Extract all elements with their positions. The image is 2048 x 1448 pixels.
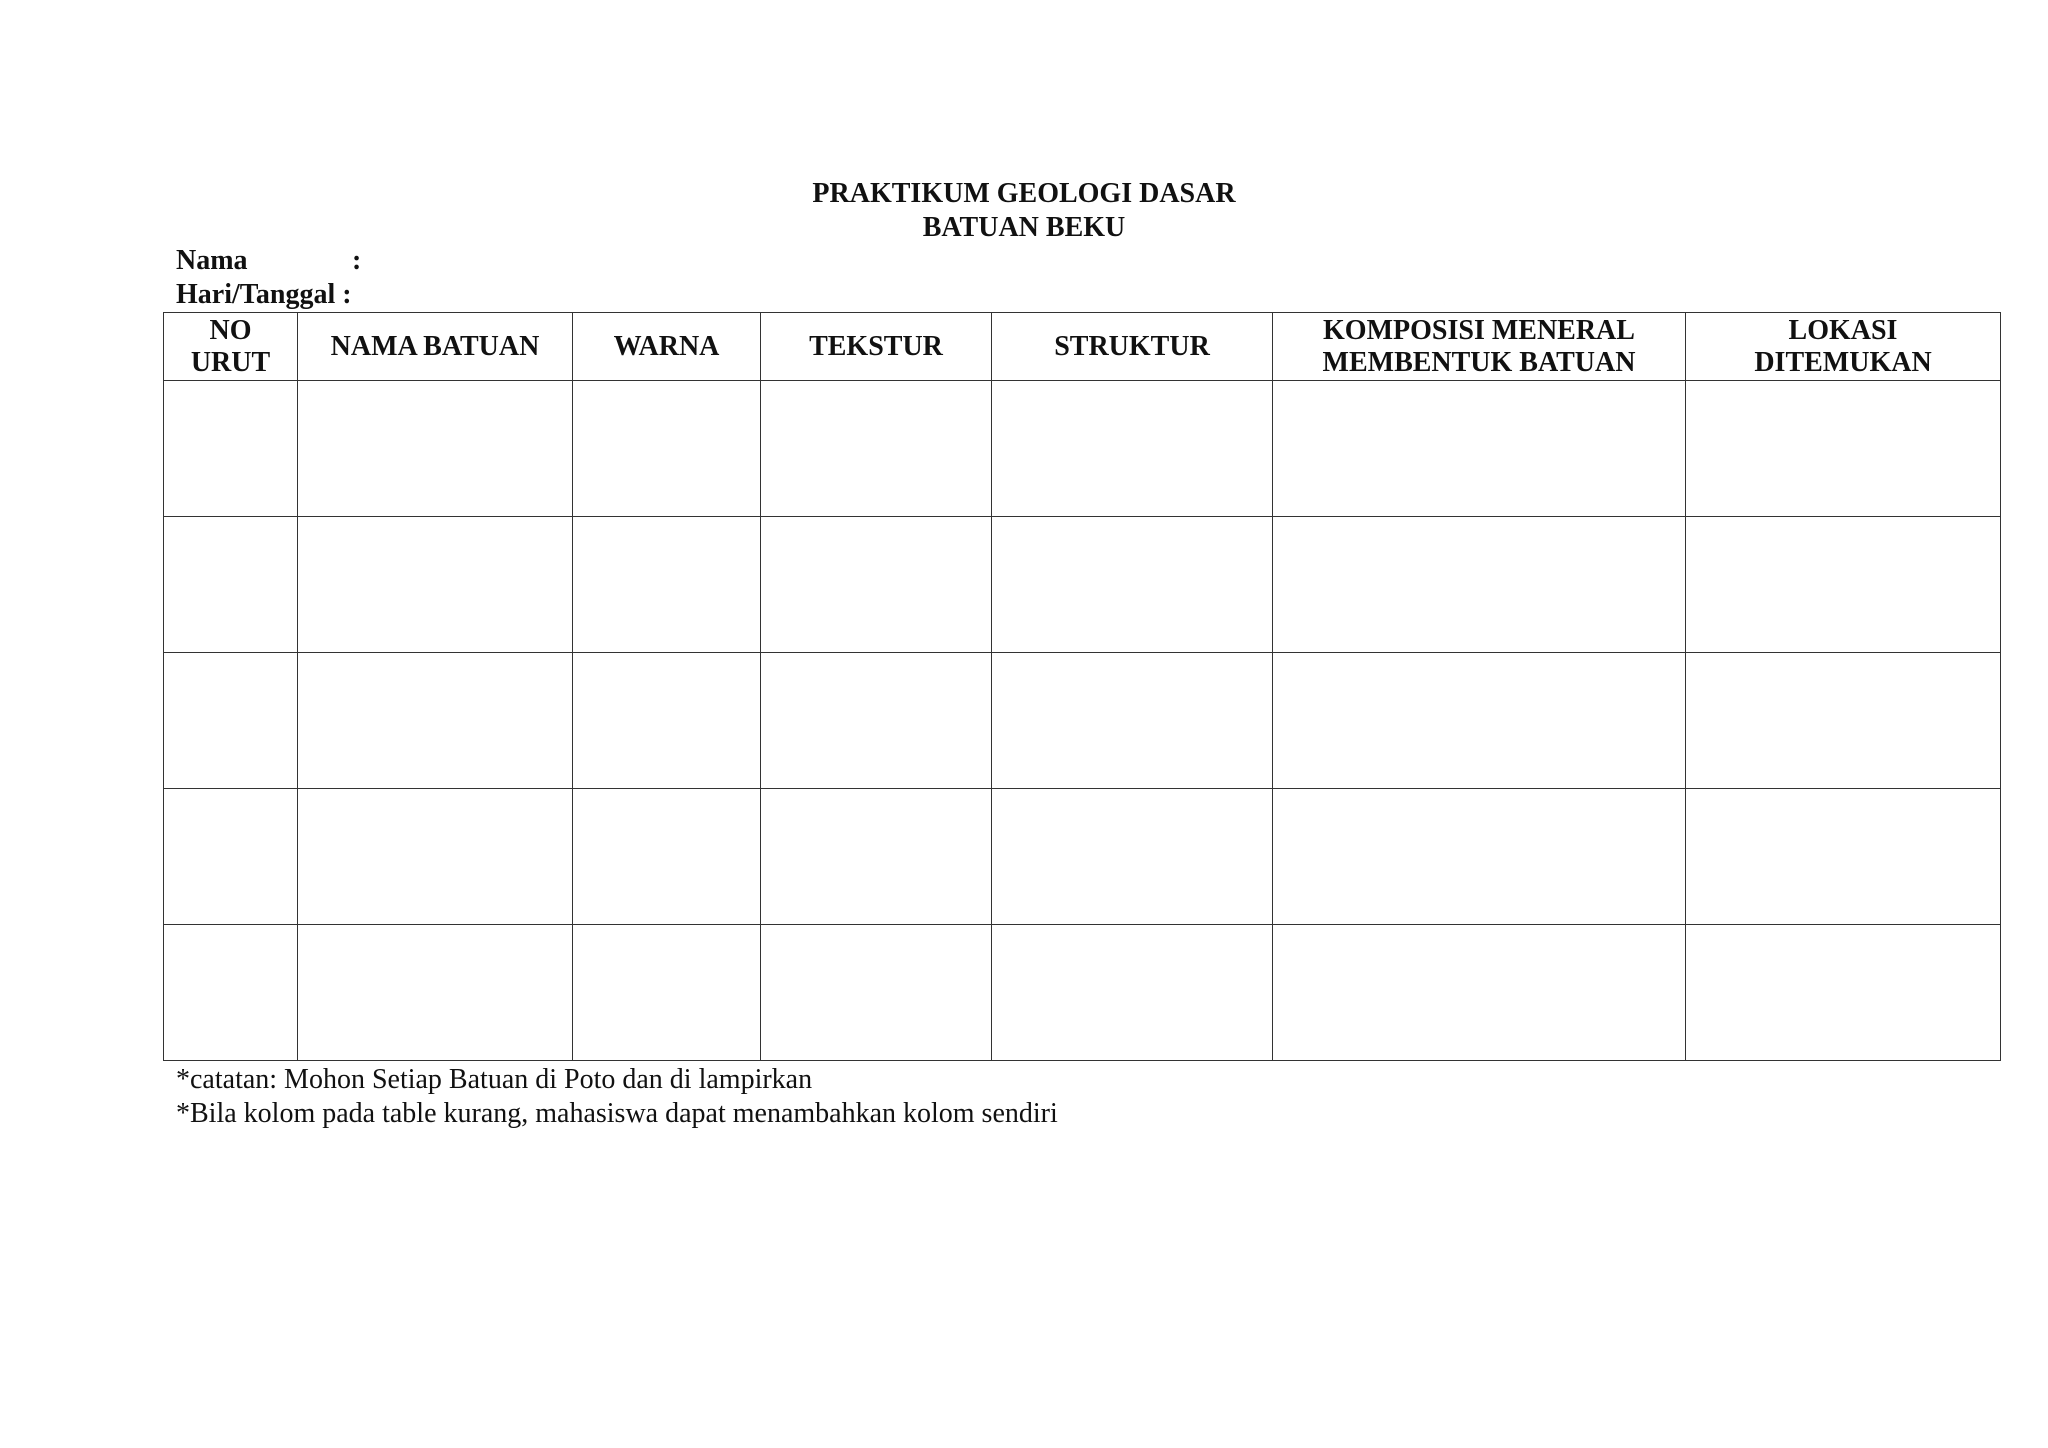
table-cell[interactable] [992,517,1273,653]
table-cell[interactable] [1686,925,2001,1061]
table-cell[interactable] [573,925,761,1061]
table-cell[interactable] [573,517,761,653]
table-body [164,381,2001,1061]
table-cell[interactable] [573,381,761,517]
table-cell[interactable] [164,381,298,517]
document-subtitle: BATUAN BEKU [922,212,1126,243]
note-photo: *catatan: Mohon Setiap Batuan di Poto dan di lampirkan [176,1064,813,1095]
column-header-line: DITEMUKAN [1754,346,1932,378]
table-cell[interactable] [992,653,1273,789]
date-field [176,278,352,312]
table-row [164,381,2001,517]
column-header-no-urut [164,313,298,381]
table-cell[interactable] [1686,653,2001,789]
table-cell[interactable] [761,517,992,653]
name-label: Nama [176,245,248,276]
column-header-warna [573,313,761,381]
table-cell[interactable] [1273,517,1686,653]
table-cell[interactable] [761,789,992,925]
date-colon: : [335,279,352,310]
table-cell[interactable] [573,789,761,925]
table-cell[interactable] [298,925,573,1061]
date-label: Hari/Tanggal [176,279,336,310]
table-cell[interactable] [298,381,573,517]
table-row [164,789,2001,925]
column-header-lokasi [1686,313,2001,381]
table-cell[interactable] [1273,381,1686,517]
rock-observation-table [163,312,2001,1061]
table-cell[interactable] [1686,381,2001,517]
table-cell[interactable] [164,517,298,653]
column-header-line: LOKASI [1788,314,1898,346]
column-header-tekstur [761,313,992,381]
table-cell[interactable] [164,925,298,1061]
table-cell[interactable] [761,653,992,789]
table-cell[interactable] [298,653,573,789]
column-header-line: KOMPOSISI MENERAL [1323,314,1635,346]
note-add-columns: *Bila kolom pada table kurang, mahasiswa dapat menambahkan kolom sendiri [176,1098,1058,1129]
table-row [164,925,2001,1061]
column-header-line: URUT [190,346,271,378]
table-cell[interactable] [761,381,992,517]
table-cell[interactable] [992,381,1273,517]
column-header-nama-batuan [298,313,573,381]
table-cell[interactable] [1686,517,2001,653]
table-cell[interactable] [1686,789,2001,925]
table-cell[interactable] [298,517,573,653]
table-cell[interactable] [164,789,298,925]
column-header-line: NO [209,314,252,346]
column-header-line: TEKSTUR [809,330,943,362]
table-cell[interactable] [1273,789,1686,925]
table-cell[interactable] [992,789,1273,925]
document-title: PRAKTIKUM GEOLOGI DASAR [812,178,1236,209]
name-colon: : [352,245,362,276]
column-header-komposisi [1273,313,1686,381]
table-row [164,517,2001,653]
table-cell[interactable] [761,925,992,1061]
column-header-line: WARNA [613,330,720,362]
table-cell[interactable] [298,789,573,925]
table-row [164,653,2001,789]
table-cell[interactable] [1273,925,1686,1061]
column-header-line: NAMA BATUAN [330,330,540,362]
name-field [176,244,361,278]
table-cell[interactable] [573,653,761,789]
table-cell[interactable] [992,925,1273,1061]
table-header-row [164,313,2001,381]
column-header-line: MEMBENTUK BATUAN [1322,346,1636,378]
table-cell[interactable] [1273,653,1686,789]
table-cell[interactable] [164,653,298,789]
column-header-struktur [992,313,1273,381]
column-header-line: STRUKTUR [1054,330,1210,362]
